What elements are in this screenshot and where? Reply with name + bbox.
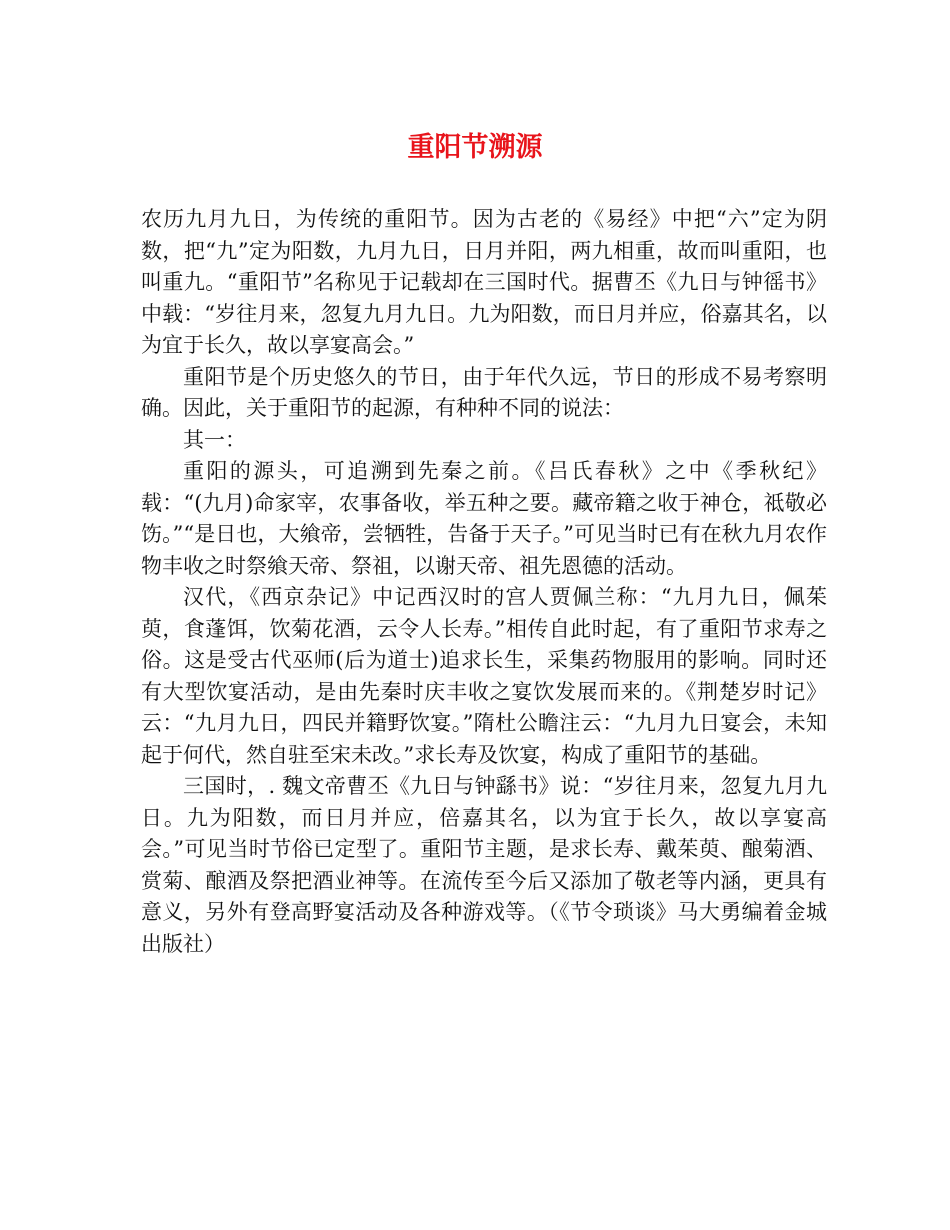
paragraph-intro: 农历九月九日，为传统的重阳节。因为古老的《易经》中把“六”定为阴数，把“九”定为阳数，九月九日，日月并阳，两九相重，故而叫重阳，也叫重九。“重阳节”名称见于记载却在三国时代。据曹丕《九日与钟徭书》中载：“岁往月来，忽复九月九日。九为阳数，而日月并应，俗嘉其名，以为宜于长久，故以享宴高会。” <box>141 207 827 357</box>
document-body <box>141 204 827 960</box>
document-title: 重阳节溯源 <box>407 132 543 163</box>
paragraph-heading-first: 其一： <box>183 427 246 452</box>
paragraph-three-kingdoms: 三国时，. 魏文帝曹丕《九日与钟繇书》说：“岁往月来，忽复九月九日。九为阳数，而日月并应，倍嘉其名，以为宜于长久，故以享宴高会。”可见当时节俗已定型了。重阳节主题，是求长寿、戴茱萸、酿菊酒、赏菊、酿酒及祭把酒业神等。在流传至今后又添加了敬老等内涵，更具有意义，另外有登高野宴活动及各种游戏等。（《节令琐谈》马大勇编着金城出版社） <box>141 774 827 956</box>
paragraph-pre-qin: 重阳的源头，可追溯到先秦之前。《吕氏春秋》之中《季秋纪》载：“(九月)命家宰，农事备收，举五种之要。藏帝籍之收于神仓，祗敬必饬。”“是日也，大飨帝，尝牺牲，告备于天子。”可见当时已有在秋九月农作物丰收之时祭飨天帝、祭祖，以谢天帝、祖先恩德的活动。 <box>141 459 827 578</box>
paragraph-han-dynasty: 汉代，《西京杂记》中记西汉时的宫人贾佩兰称：“九月九日，佩茱萸，食蓬饵，饮菊花酒，云令人长寿。”相传自此时起，有了重阳节求寿之俗。这是受古代巫师(后为道士)追求长生，采集药物服用的影响。同时还有大型饮宴活动，是由先秦时庆丰收之宴饮发展而来的。《荆楚岁时记》云：“九月九日，四民并籍野饮宴。”隋杜公瞻注云：“九月九日宴会，未知起于何代，然自驻至宋未改。”求长寿及饮宴，构成了重阳节的基础。 <box>141 585 827 767</box>
paragraph-origin-uncertain: 重阳节是个历史悠久的节日，由于年代久远，节日的形成不易考察明确。因此，关于重阳节的起源，有种种不同的说法： <box>141 364 827 420</box>
